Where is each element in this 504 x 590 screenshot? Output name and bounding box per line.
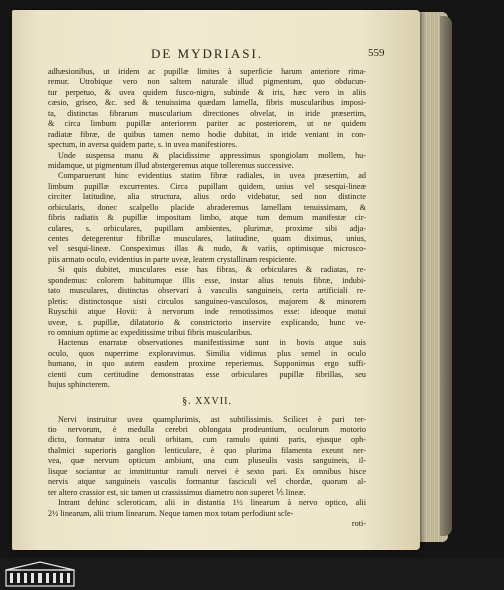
text-line: Intrant dehinc scleroticam, alii in distantia 1½ linearum à nervo optico, alii <box>58 498 366 508</box>
paragraphs-after-section <box>48 415 366 519</box>
text-line: uveæ, s. pupillæ, dilatatorio & constrictorio inservire explicando, hunc ve- <box>48 317 366 327</box>
text-line: hujus sphincterem. <box>48 380 110 390</box>
text-line: tato musculares, distinctas observari à vasculis sanguineis, certa artificiali re- <box>48 286 366 296</box>
text-line: 2½ linearum, alii trium linearum. Neque tamen mox totam perfodiunt scle- <box>48 508 294 518</box>
body-text <box>48 67 366 529</box>
text-line: circiter latitudine, alia structura, alius ordo videbatur, sed non distincte <box>48 192 366 202</box>
text-line: vea, quæ nervum opticum ambiunt, una cum pluseulis vasis sanguineis, il- <box>48 456 366 466</box>
catchword: roti- <box>351 518 366 528</box>
text-line: oculo, quos nuperrime exploravimus. Similia vidimus plus semel in oculo <box>48 348 366 358</box>
text-line: vel sesqui-lineæ. Conspeximus illas & nudo, & variis, optimisque microsco- <box>48 244 366 254</box>
text-line: & circa limbum pupillæ anteriorem pariter ac posteriorem, ut ne quidem <box>48 119 366 129</box>
running-head: DE MYDRIASI. <box>150 46 264 61</box>
text-line: ro omnium optime ac expeditissime tribui fibris muscularibus. <box>48 327 253 337</box>
text-line: nervis atque sanguineis vasculis formantur fasciculi vel chordæ, quorum al- <box>48 477 366 487</box>
text-line: remur. Utrobique vero non saltem naturale illud pigmentum, quo obducun- <box>48 77 366 87</box>
section-heading: §. XXVII. <box>182 395 232 407</box>
text-line: humano, in quo autem easdem proxime reperiemus. Supponimus ergo suffi- <box>48 359 366 369</box>
text-line: adhæsionibus, ut iridem ac pupillæ limites à superficie harum anteriore rima- <box>48 67 366 76</box>
text-line: orbicularis, donec scalpello placide abraderemus lamellam tenuissimam, & <box>48 202 366 212</box>
viewer-footer <box>0 558 504 590</box>
text-line: ter altero crassior est, sic tamen ut crassissimus diametro non superet ⅕ lineæ. <box>48 487 306 497</box>
text-line: piis armato oculo, evidentius in parte uveæ, leatem crystallinam respiciente. <box>48 254 297 264</box>
library-building-icon <box>5 561 75 587</box>
text-line: Unde suspensa manu & placidissime appressimus spongiolam mollem, hu- <box>58 150 366 160</box>
paragraphs-before-section <box>48 67 366 391</box>
text-line: cienti cum certitudine demonstratas esse orbiculares pupillæ fibrillas, seu <box>48 369 366 379</box>
text-line: culares, s. orbiculares, pupillam ambientes, plurimæ, proxime sibi adja- <box>48 223 366 233</box>
text-line: cæsio, griseo, &c. sed & tenuissima quædam lamella, fibris muscularibus imposi- <box>48 98 366 108</box>
text-line: thalmici superioris ganglion lenticulare, è quo plurima filamenta exeunt ner- <box>48 445 366 455</box>
text-line: lisque sociantur ac immittuntur ramuli nervei è sexto pari. Ex omnibus hisce <box>48 466 366 476</box>
text-line: Hactenus enarratæ observationes manifestissimæ sunt in bovis atque suis <box>58 338 366 348</box>
text-line: pletis: distinctosque sisti circulos sanguineo-vasculosos, majorem & minorem <box>48 296 366 306</box>
text-line: dicto, formatur intra oculi orbitam, cum ramulo quinti paris, ejusque oph- <box>48 435 366 445</box>
text-line: limbum pupillæ excurrentes. Circa pupillam quidem, unius vel sesqui-lineæ <box>48 181 366 191</box>
text-line: ta, distinctas fibrarum muscularium directiones obvelat, in iride præsertim, <box>48 108 366 118</box>
text-line: Nervi instruitur uvea quamplurimis, ast subtilissimis. Scilicet è pari ter- <box>58 414 366 424</box>
text-line: Si quis dubitet, musculares esse has fibras, & orbiculares & radiatas, re- <box>58 265 366 275</box>
page-number: 559 <box>368 47 385 59</box>
text-line: Comparuerunt hinc evidentius statim fibræ radiales, in uvea præsertim, ad <box>58 171 366 181</box>
text-line: radiatæ fibræ, de quibus tamen nemo hodie dubitat, in iride veniant in con- <box>48 129 366 139</box>
text-line: tur perpetuo, & uvea quidem fusco-nigro, subinde & iris, hæc vero in aliis <box>48 87 366 97</box>
text-line: spectum, in aversa quidem parte, s. in uvea manifestiores. <box>48 140 238 150</box>
text-line: fibris radiatis & pupillæ impositam limbo, atque tum demum manifestæ cir- <box>48 213 366 223</box>
page-header <box>12 44 420 64</box>
text-line: midamque, ut pigmentum illud abstergeremus atque tolleremus successive. <box>48 160 294 170</box>
book-spine-edge <box>440 16 452 536</box>
text-line: Ruyschii atque Hovii: à nervorum inde remotissimos esse: ideoque motui <box>48 307 366 317</box>
book-page <box>12 10 420 550</box>
text-line: centes detegerentur fibrillæ musculares, latitudine, quam diximus, unius, <box>48 234 366 243</box>
text-line: spondemus: colorem habitumque illis esse, instar alius tenuis fibræ, indubi- <box>48 275 366 285</box>
text-line: tio nervorum, è medulla cerebri oblongata prodeuntium, oculorum motorio <box>48 425 366 434</box>
